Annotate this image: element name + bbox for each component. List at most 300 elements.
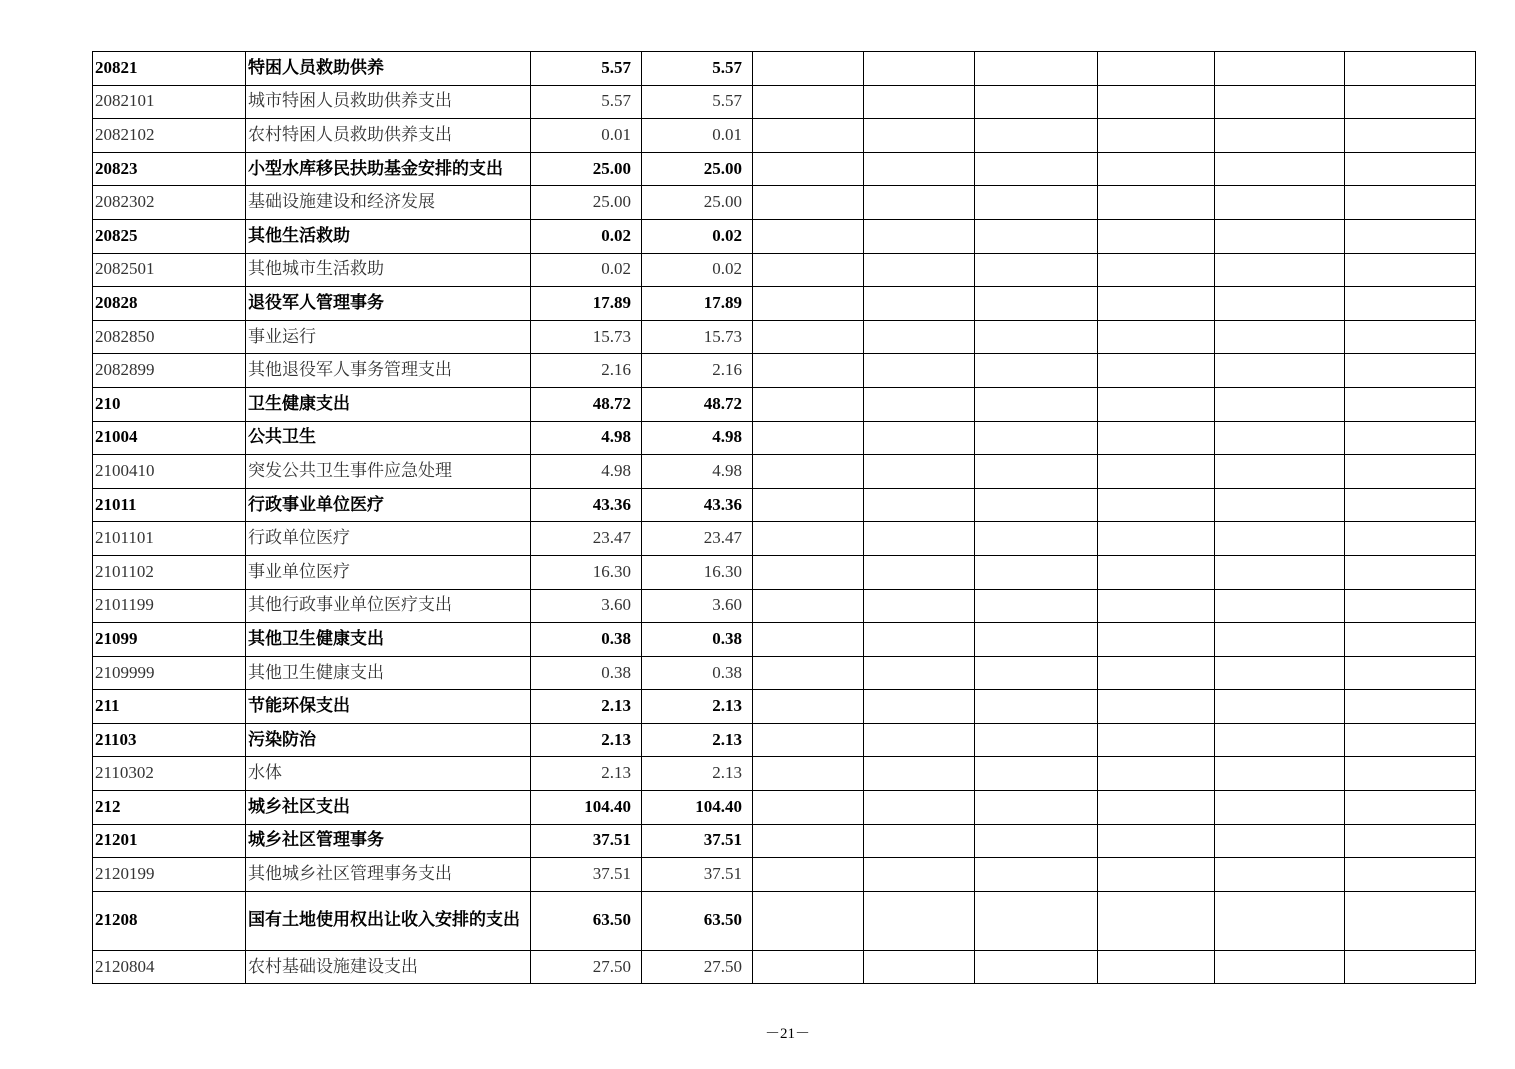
cell-empty — [975, 791, 1098, 825]
cell-subject-code: 211 — [93, 690, 246, 724]
cell-empty — [753, 219, 864, 253]
cell-empty — [753, 253, 864, 287]
cell-subject-code: 21004 — [93, 421, 246, 455]
cell-empty — [753, 421, 864, 455]
cell-empty — [1098, 85, 1215, 119]
table-row — [93, 488, 1476, 522]
cell-amount-basic: 5.57 — [642, 52, 753, 86]
cell-empty — [1098, 320, 1215, 354]
cell-empty — [1215, 354, 1345, 388]
cell-empty — [1098, 455, 1215, 489]
cell-amount-basic: 25.00 — [642, 186, 753, 220]
table-row — [93, 891, 1476, 950]
cell-empty — [1215, 723, 1345, 757]
cell-empty — [753, 950, 864, 984]
cell-amount-basic: 23.47 — [642, 522, 753, 556]
cell-amount-basic: 2.16 — [642, 354, 753, 388]
cell-empty — [1345, 522, 1476, 556]
table-row — [93, 589, 1476, 623]
cell-empty — [864, 253, 975, 287]
cell-empty — [1215, 656, 1345, 690]
table-row — [93, 52, 1476, 86]
cell-empty — [1215, 320, 1345, 354]
cell-empty — [1215, 950, 1345, 984]
cell-empty — [1215, 623, 1345, 657]
cell-empty — [1345, 119, 1476, 153]
cell-subject-code: 2082850 — [93, 320, 246, 354]
cell-subject-name: 其他生活救助 — [246, 219, 531, 253]
cell-subject-name: 行政单位医疗 — [246, 522, 531, 556]
cell-subject-name: 节能环保支出 — [246, 690, 531, 724]
cell-subject-code: 2082302 — [93, 186, 246, 220]
cell-amount-basic: 0.38 — [642, 656, 753, 690]
cell-amount-total: 0.01 — [531, 119, 642, 153]
cell-empty — [975, 656, 1098, 690]
table-row — [93, 287, 1476, 321]
cell-subject-name: 事业运行 — [246, 320, 531, 354]
cell-empty — [1215, 421, 1345, 455]
cell-empty — [1098, 387, 1215, 421]
page-number: －21－ — [764, 1026, 810, 1042]
cell-amount-basic: 2.13 — [642, 723, 753, 757]
cell-empty — [753, 522, 864, 556]
cell-empty — [1345, 757, 1476, 791]
table-body — [93, 52, 1476, 984]
cell-empty — [1345, 320, 1476, 354]
cell-empty — [753, 623, 864, 657]
cell-subject-code: 2082101 — [93, 85, 246, 119]
cell-empty — [975, 690, 1098, 724]
cell-subject-name: 其他城乡社区管理事务支出 — [246, 858, 531, 892]
table-row — [93, 950, 1476, 984]
cell-empty — [864, 656, 975, 690]
budget-expenditure-table — [92, 51, 1476, 984]
cell-amount-basic: 0.38 — [642, 623, 753, 657]
cell-empty — [975, 119, 1098, 153]
cell-empty — [975, 253, 1098, 287]
cell-amount-basic: 0.02 — [642, 219, 753, 253]
cell-amount-total: 0.38 — [531, 623, 642, 657]
cell-subject-name: 事业单位医疗 — [246, 555, 531, 589]
cell-amount-basic: 48.72 — [642, 387, 753, 421]
cell-amount-basic: 104.40 — [642, 791, 753, 825]
cell-empty — [975, 186, 1098, 220]
cell-empty — [864, 522, 975, 556]
cell-amount-basic: 4.98 — [642, 455, 753, 489]
cell-subject-code: 20828 — [93, 287, 246, 321]
table-row — [93, 656, 1476, 690]
cell-empty — [975, 354, 1098, 388]
cell-empty — [1345, 690, 1476, 724]
cell-amount-total: 0.02 — [531, 253, 642, 287]
cell-empty — [864, 555, 975, 589]
cell-subject-name: 其他卫生健康支出 — [246, 656, 531, 690]
cell-amount-total: 0.02 — [531, 219, 642, 253]
cell-empty — [1345, 387, 1476, 421]
cell-subject-name: 卫生健康支出 — [246, 387, 531, 421]
cell-empty — [1215, 186, 1345, 220]
cell-amount-basic: 3.60 — [642, 589, 753, 623]
cell-amount-basic: 0.02 — [642, 253, 753, 287]
cell-empty — [1215, 891, 1345, 950]
cell-empty — [1215, 791, 1345, 825]
cell-empty — [753, 186, 864, 220]
table-row — [93, 455, 1476, 489]
cell-empty — [975, 723, 1098, 757]
cell-empty — [753, 387, 864, 421]
table-row — [93, 690, 1476, 724]
cell-amount-basic: 63.50 — [642, 891, 753, 950]
table-row — [93, 791, 1476, 825]
cell-empty — [864, 488, 975, 522]
cell-empty — [1098, 488, 1215, 522]
cell-amount-basic: 43.36 — [642, 488, 753, 522]
cell-empty — [864, 824, 975, 858]
cell-empty — [1098, 555, 1215, 589]
cell-empty — [975, 320, 1098, 354]
cell-empty — [753, 119, 864, 153]
cell-empty — [1215, 690, 1345, 724]
table-row — [93, 253, 1476, 287]
cell-subject-name: 城乡社区管理事务 — [246, 824, 531, 858]
cell-subject-name: 城乡社区支出 — [246, 791, 531, 825]
table-row — [93, 85, 1476, 119]
cell-empty — [864, 152, 975, 186]
cell-empty — [864, 589, 975, 623]
cell-empty — [753, 455, 864, 489]
cell-empty — [753, 858, 864, 892]
cell-empty — [1215, 52, 1345, 86]
table-row — [93, 858, 1476, 892]
cell-empty — [1345, 656, 1476, 690]
cell-empty — [975, 522, 1098, 556]
cell-empty — [1345, 891, 1476, 950]
cell-empty — [1345, 85, 1476, 119]
cell-subject-code: 20821 — [93, 52, 246, 86]
table-row — [93, 320, 1476, 354]
cell-subject-name: 行政事业单位医疗 — [246, 488, 531, 522]
cell-empty — [1098, 152, 1215, 186]
cell-empty — [864, 387, 975, 421]
cell-subject-code: 2101199 — [93, 589, 246, 623]
table-row — [93, 824, 1476, 858]
cell-amount-total: 5.57 — [531, 52, 642, 86]
cell-amount-total: 104.40 — [531, 791, 642, 825]
cell-amount-total: 4.98 — [531, 421, 642, 455]
cell-empty — [864, 455, 975, 489]
cell-empty — [1215, 555, 1345, 589]
cell-subject-code: 21099 — [93, 623, 246, 657]
cell-empty — [1098, 119, 1215, 153]
cell-empty — [1345, 488, 1476, 522]
cell-empty — [753, 723, 864, 757]
cell-subject-name: 污染防治 — [246, 723, 531, 757]
cell-empty — [1098, 589, 1215, 623]
cell-subject-name: 突发公共卫生事件应急处理 — [246, 455, 531, 489]
cell-empty — [1345, 152, 1476, 186]
cell-subject-code: 2120199 — [93, 858, 246, 892]
cell-subject-code: 2120804 — [93, 950, 246, 984]
cell-subject-name: 基础设施建设和经济发展 — [246, 186, 531, 220]
cell-subject-name: 特困人员救助供养 — [246, 52, 531, 86]
cell-empty — [1215, 152, 1345, 186]
cell-subject-name: 农村特困人员救助供养支出 — [246, 119, 531, 153]
cell-amount-total: 0.38 — [531, 656, 642, 690]
cell-empty — [1215, 219, 1345, 253]
cell-empty — [1098, 950, 1215, 984]
cell-empty — [1098, 656, 1215, 690]
cell-empty — [753, 757, 864, 791]
cell-empty — [1345, 791, 1476, 825]
cell-empty — [1098, 354, 1215, 388]
cell-empty — [975, 858, 1098, 892]
cell-empty — [975, 52, 1098, 86]
cell-empty — [864, 119, 975, 153]
cell-empty — [1215, 522, 1345, 556]
cell-empty — [864, 85, 975, 119]
cell-empty — [1098, 522, 1215, 556]
cell-amount-total: 25.00 — [531, 152, 642, 186]
cell-amount-total: 5.57 — [531, 85, 642, 119]
cell-empty — [753, 656, 864, 690]
table-row — [93, 387, 1476, 421]
cell-empty — [1215, 757, 1345, 791]
cell-empty — [1098, 253, 1215, 287]
cell-amount-total: 2.16 — [531, 354, 642, 388]
cell-empty — [753, 320, 864, 354]
cell-empty — [1098, 791, 1215, 825]
cell-amount-total: 25.00 — [531, 186, 642, 220]
cell-subject-name: 其他卫生健康支出 — [246, 623, 531, 657]
cell-empty — [1345, 219, 1476, 253]
cell-empty — [864, 421, 975, 455]
cell-subject-name: 其他行政事业单位医疗支出 — [246, 589, 531, 623]
cell-empty — [1215, 824, 1345, 858]
cell-empty — [975, 757, 1098, 791]
cell-empty — [1345, 723, 1476, 757]
cell-amount-total: 16.30 — [531, 555, 642, 589]
cell-empty — [864, 287, 975, 321]
cell-empty — [1345, 52, 1476, 86]
cell-empty — [975, 387, 1098, 421]
cell-subject-code: 21103 — [93, 723, 246, 757]
cell-amount-total: 4.98 — [531, 455, 642, 489]
cell-empty — [864, 690, 975, 724]
cell-empty — [1215, 589, 1345, 623]
cell-amount-basic: 5.57 — [642, 85, 753, 119]
cell-subject-code: 2082501 — [93, 253, 246, 287]
cell-empty — [753, 52, 864, 86]
cell-empty — [753, 488, 864, 522]
cell-empty — [1215, 455, 1345, 489]
cell-subject-code: 2082899 — [93, 354, 246, 388]
cell-subject-code: 20823 — [93, 152, 246, 186]
cell-amount-basic: 4.98 — [642, 421, 753, 455]
cell-empty — [975, 824, 1098, 858]
cell-subject-name: 国有土地使用权出让收入安排的支出 — [246, 891, 531, 950]
cell-empty — [864, 891, 975, 950]
cell-empty — [1345, 253, 1476, 287]
cell-amount-total: 3.60 — [531, 589, 642, 623]
table-row — [93, 623, 1476, 657]
table-row — [93, 219, 1476, 253]
cell-empty — [1345, 623, 1476, 657]
cell-empty — [975, 152, 1098, 186]
cell-amount-total: 37.51 — [531, 858, 642, 892]
cell-subject-code: 21201 — [93, 824, 246, 858]
cell-empty — [753, 354, 864, 388]
cell-empty — [1215, 488, 1345, 522]
cell-subject-name: 城市特困人员救助供养支出 — [246, 85, 531, 119]
cell-empty — [1098, 824, 1215, 858]
cell-empty — [1345, 555, 1476, 589]
cell-empty — [864, 950, 975, 984]
cell-empty — [864, 219, 975, 253]
cell-empty — [1098, 186, 1215, 220]
cell-amount-basic: 25.00 — [642, 152, 753, 186]
cell-subject-name: 其他城市生活救助 — [246, 253, 531, 287]
cell-empty — [1215, 253, 1345, 287]
table-row — [93, 555, 1476, 589]
cell-empty — [1345, 858, 1476, 892]
cell-empty — [1098, 623, 1215, 657]
cell-amount-total: 63.50 — [531, 891, 642, 950]
cell-amount-basic: 16.30 — [642, 555, 753, 589]
cell-amount-total: 2.13 — [531, 690, 642, 724]
cell-subject-code: 2082102 — [93, 119, 246, 153]
cell-empty — [1098, 891, 1215, 950]
cell-empty — [975, 455, 1098, 489]
cell-subject-code: 2110302 — [93, 757, 246, 791]
cell-empty — [1098, 757, 1215, 791]
cell-empty — [975, 287, 1098, 321]
table-row — [93, 354, 1476, 388]
cell-amount-total: 43.36 — [531, 488, 642, 522]
cell-empty — [864, 354, 975, 388]
cell-empty — [1098, 858, 1215, 892]
cell-subject-name: 其他退役军人事务管理支出 — [246, 354, 531, 388]
cell-empty — [753, 152, 864, 186]
cell-amount-total: 17.89 — [531, 287, 642, 321]
cell-subject-code: 2101101 — [93, 522, 246, 556]
cell-amount-basic: 37.51 — [642, 858, 753, 892]
cell-empty — [1098, 219, 1215, 253]
cell-empty — [975, 950, 1098, 984]
cell-empty — [1098, 421, 1215, 455]
cell-empty — [753, 690, 864, 724]
cell-amount-total: 27.50 — [531, 950, 642, 984]
cell-empty — [1215, 287, 1345, 321]
table-row — [93, 757, 1476, 791]
cell-empty — [1345, 589, 1476, 623]
cell-amount-basic: 37.51 — [642, 824, 753, 858]
cell-amount-basic: 27.50 — [642, 950, 753, 984]
cell-empty — [975, 85, 1098, 119]
cell-empty — [1345, 421, 1476, 455]
cell-empty — [1098, 52, 1215, 86]
cell-empty — [975, 421, 1098, 455]
table-row — [93, 522, 1476, 556]
cell-amount-total: 2.13 — [531, 723, 642, 757]
cell-empty — [1345, 287, 1476, 321]
cell-empty — [753, 85, 864, 119]
cell-empty — [753, 791, 864, 825]
cell-subject-code: 20825 — [93, 219, 246, 253]
cell-subject-code: 2101102 — [93, 555, 246, 589]
cell-empty — [1345, 354, 1476, 388]
cell-amount-total: 37.51 — [531, 824, 642, 858]
cell-amount-total: 15.73 — [531, 320, 642, 354]
cell-subject-name: 小型水库移民扶助基金安排的支出 — [246, 152, 531, 186]
cell-subject-name: 水体 — [246, 757, 531, 791]
cell-empty — [1098, 287, 1215, 321]
cell-empty — [1345, 186, 1476, 220]
cell-empty — [1215, 119, 1345, 153]
cell-subject-code: 2109999 — [93, 656, 246, 690]
cell-empty — [753, 891, 864, 950]
cell-empty — [1215, 387, 1345, 421]
table-row — [93, 152, 1476, 186]
cell-empty — [1098, 690, 1215, 724]
cell-amount-basic: 15.73 — [642, 320, 753, 354]
cell-empty — [753, 555, 864, 589]
cell-empty — [864, 757, 975, 791]
cell-empty — [753, 287, 864, 321]
cell-empty — [1215, 85, 1345, 119]
cell-empty — [1345, 950, 1476, 984]
cell-empty — [753, 824, 864, 858]
cell-amount-basic: 0.01 — [642, 119, 753, 153]
cell-empty — [864, 320, 975, 354]
table-row — [93, 421, 1476, 455]
table-row — [93, 119, 1476, 153]
cell-subject-code: 2100410 — [93, 455, 246, 489]
cell-empty — [1345, 824, 1476, 858]
cell-empty — [1215, 858, 1345, 892]
cell-empty — [864, 623, 975, 657]
table-row — [93, 186, 1476, 220]
cell-empty — [753, 589, 864, 623]
cell-empty — [1098, 723, 1215, 757]
cell-empty — [1345, 455, 1476, 489]
cell-empty — [975, 219, 1098, 253]
cell-empty — [864, 791, 975, 825]
cell-empty — [864, 858, 975, 892]
cell-subject-code: 21011 — [93, 488, 246, 522]
cell-empty — [975, 589, 1098, 623]
cell-empty — [975, 488, 1098, 522]
cell-amount-basic: 2.13 — [642, 757, 753, 791]
cell-amount-basic: 2.13 — [642, 690, 753, 724]
cell-empty — [864, 52, 975, 86]
cell-subject-code: 21208 — [93, 891, 246, 950]
cell-amount-total: 23.47 — [531, 522, 642, 556]
cell-subject-name: 农村基础设施建设支出 — [246, 950, 531, 984]
cell-empty — [864, 723, 975, 757]
cell-subject-code: 210 — [93, 387, 246, 421]
cell-empty — [975, 623, 1098, 657]
cell-amount-total: 2.13 — [531, 757, 642, 791]
cell-subject-code: 212 — [93, 791, 246, 825]
cell-empty — [864, 186, 975, 220]
cell-empty — [975, 555, 1098, 589]
cell-amount-basic: 17.89 — [642, 287, 753, 321]
cell-subject-name: 公共卫生 — [246, 421, 531, 455]
cell-amount-total: 48.72 — [531, 387, 642, 421]
table-row — [93, 723, 1476, 757]
cell-subject-name: 退役军人管理事务 — [246, 287, 531, 321]
cell-empty — [975, 891, 1098, 950]
